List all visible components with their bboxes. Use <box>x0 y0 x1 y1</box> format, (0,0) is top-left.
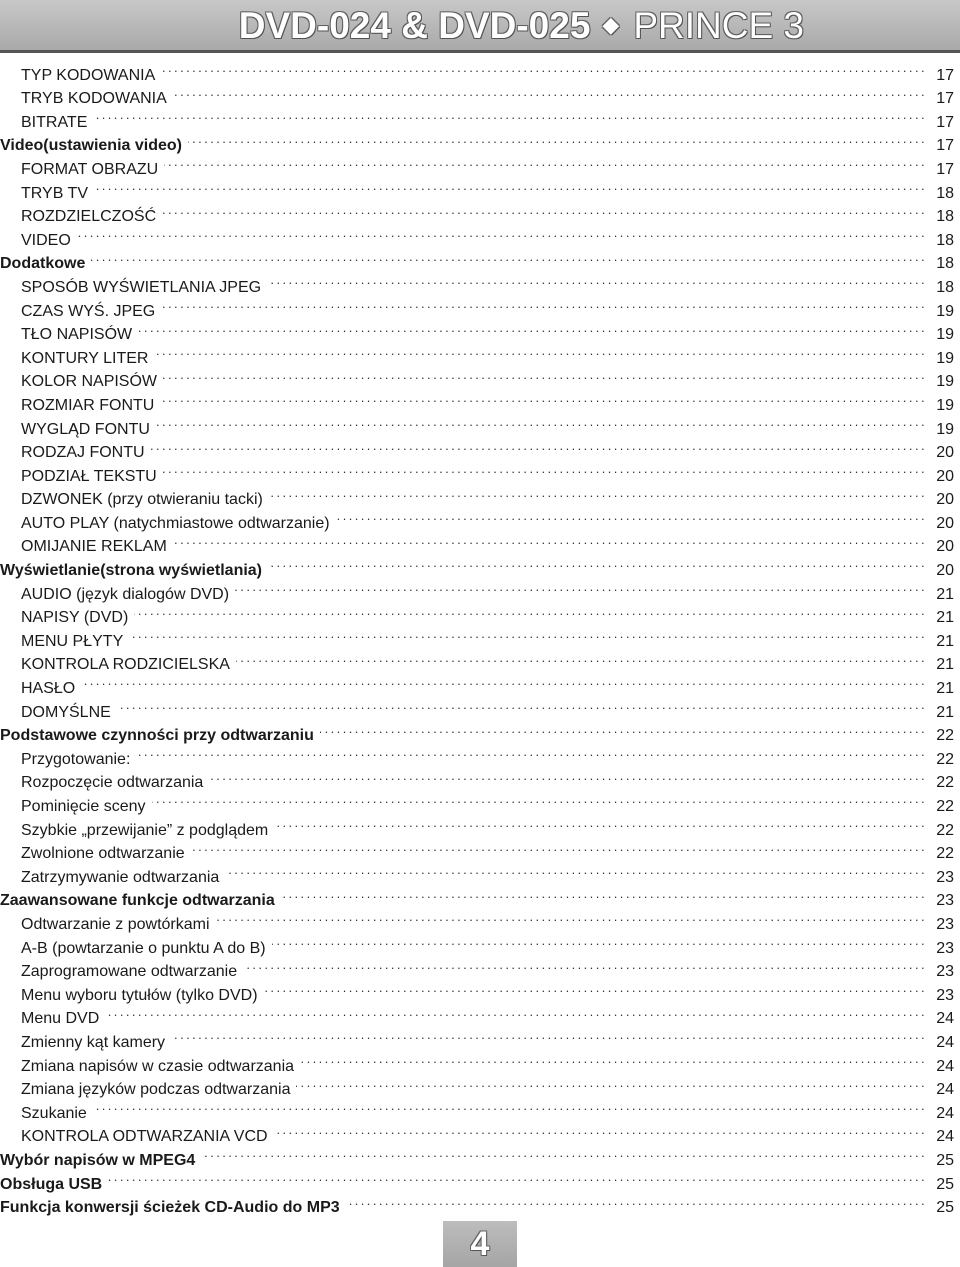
toc-entry-page: 18 <box>936 278 954 296</box>
toc-entry-label: KONTROLA ODTWARZANIA VCD <box>21 1128 268 1146</box>
toc-entry-page: 20 <box>936 467 954 485</box>
toc-entry-page: 21 <box>936 609 954 627</box>
header-divider <box>0 50 960 53</box>
dot-leader <box>272 929 924 953</box>
page-header <box>0 0 960 50</box>
toc-entry-label: Zatrzymywanie odtwarzania <box>21 868 220 886</box>
toc-entry-page: 19 <box>936 302 954 320</box>
toc-entry-page: 25 <box>936 1151 954 1169</box>
toc-entry-page: 20 <box>936 491 954 509</box>
toc-entry-row <box>0 599 954 627</box>
toc-entry-label: ROZDZIELCZOŚĆ <box>21 208 157 226</box>
table-of-contents <box>0 56 954 1217</box>
dot-leader <box>267 268 924 292</box>
dot-leader <box>243 953 924 977</box>
toc-entry-row <box>0 740 954 768</box>
toc-entry-page: 23 <box>936 868 954 886</box>
toc-entry-row <box>0 56 954 84</box>
dot-leader <box>268 551 924 575</box>
toc-entry-page: 19 <box>936 373 954 391</box>
toc-entry-page: 17 <box>936 66 954 84</box>
toc-entry-label: KONTURY LITER <box>21 349 149 367</box>
toc-entry-label: WYGLĄD FONTU <box>21 420 150 438</box>
toc-entry-page: 18 <box>936 184 954 202</box>
toc-entry-page: 25 <box>936 1175 954 1193</box>
toc-entry-label: TYP KODOWANIA <box>21 66 156 84</box>
dot-leader <box>274 1118 924 1142</box>
toc-entry-label: Rozpoczęcie odtwarzania <box>21 774 204 792</box>
toc-entry-page: 24 <box>936 1104 954 1122</box>
dot-leader <box>235 575 924 599</box>
dot-leader <box>296 1071 924 1095</box>
toc-entry-label: Menu wyboru tytułów (tylko DVD) <box>21 986 258 1004</box>
toc-entry-label: Obsługa USB <box>0 1175 103 1193</box>
toc-entry-row <box>0 1094 954 1122</box>
toc-section-row <box>0 127 954 155</box>
toc-entry-page: 17 <box>936 90 954 108</box>
toc-entry-label: MENU PŁYTY <box>21 632 124 650</box>
toc-entry-row <box>0 693 954 721</box>
toc-entry-page: 22 <box>936 727 954 745</box>
toc-entry-label: AUTO PLAY (natychmiastowe odtwarzanie) <box>21 514 330 532</box>
toc-entry-row <box>0 316 954 344</box>
toc-entry-page: 22 <box>936 798 954 815</box>
toc-entry-page: 22 <box>936 821 954 839</box>
toc-entry-page: 17 <box>936 160 954 178</box>
toc-entry-label: Szybkie „przewijanie” z podglądem <box>21 821 269 839</box>
toc-entry-label: A-B (powtarzanie o punktu A do B) <box>21 939 266 957</box>
header-title-product: PRINCE 3 <box>633 5 804 46</box>
toc-entry-label: TRYB TV <box>21 184 88 202</box>
toc-entry-label: Video(ustawienia video) <box>0 137 182 155</box>
toc-entry-label: KONTROLA RODZICIELSKA <box>21 656 230 674</box>
dot-leader <box>274 811 924 835</box>
toc-entry-page: 19 <box>936 349 954 367</box>
toc-entry-label: Odtwarzanie z powtórkami <box>21 915 210 933</box>
dot-leader <box>171 1023 924 1047</box>
toc-section-row <box>0 245 954 273</box>
dot-leader <box>300 1047 924 1071</box>
dot-leader <box>320 717 924 741</box>
toc-entry-label: ROZMIAR FONTU <box>21 396 155 414</box>
toc-entry-page: 19 <box>936 396 954 414</box>
dot-leader <box>191 835 924 859</box>
toc-entry-label: FORMAT OBRAZU <box>21 160 159 178</box>
toc-entry-label: SPOSÓB WYŚWIETLANIA JPEG <box>21 278 262 296</box>
toc-entry-label: Funkcja konwersji ścieżek CD-Audio do MP3 <box>0 1199 340 1217</box>
toc-entry-row <box>0 622 954 650</box>
toc-entry-page: 23 <box>936 892 954 910</box>
page-number: 4 <box>470 1225 490 1263</box>
toc-entry-page: 20 <box>936 444 954 462</box>
toc-entry-row <box>0 174 954 202</box>
dot-leader <box>93 1094 924 1118</box>
toc-entry-label: Zmienny kąt kamery <box>21 1033 166 1051</box>
toc-entry-label: DOMYŚLNE <box>21 703 111 721</box>
dot-leader <box>173 80 924 104</box>
toc-entry-row <box>0 1118 954 1146</box>
toc-entry-label: Zwolnione odtwarzanie <box>21 845 185 863</box>
toc-entry-label: PODZIAŁ TEKSTU <box>21 467 157 485</box>
toc-entry-label: TŁO NAPISÓW <box>21 326 133 344</box>
toc-entry-label: Pominięcie sceny <box>21 798 146 815</box>
toc-entry-label: TRYB KODOWANIA <box>21 90 167 108</box>
toc-entry-page: 18 <box>936 255 954 273</box>
dot-leader <box>161 56 924 80</box>
toc-entry-row <box>0 339 954 367</box>
dot-leader <box>93 103 924 127</box>
toc-entry-page: 23 <box>936 986 954 1004</box>
toc-entry-label: VIDEO <box>21 231 71 249</box>
dot-leader <box>136 740 924 764</box>
toc-entry-label: Zaawansowane funkcje odtwarzania <box>0 892 275 910</box>
toc-entry-label: OMIJANIE REKLAM <box>21 538 167 556</box>
toc-entry-label: HASŁO <box>21 680 76 698</box>
dot-leader <box>236 646 924 670</box>
toc-entry-label: NAPISY (DVD) <box>21 609 129 627</box>
toc-entry-page: 17 <box>936 137 954 155</box>
toc-entry-page: 23 <box>936 939 954 957</box>
toc-entry-page: 19 <box>936 420 954 438</box>
toc-entry-row <box>0 1000 954 1028</box>
toc-entry-page: 21 <box>936 585 954 603</box>
toc-entry-label: DZWONEK (przy otwieraniu tacki) <box>21 491 263 509</box>
toc-entry-page: 20 <box>936 538 954 556</box>
dot-leader <box>134 599 924 623</box>
dot-leader <box>105 1000 924 1024</box>
toc-entry-label: Przygotowanie: <box>21 750 131 768</box>
toc-entry-label: AUDIO (język dialogów DVD) <box>21 585 230 603</box>
toc-entry-row <box>0 669 954 698</box>
dot-leader <box>225 858 924 882</box>
toc-entry-page: 17 <box>936 113 954 131</box>
dot-leader <box>163 457 924 481</box>
page-footer <box>443 1221 517 1267</box>
header-title-model: DVD-024 & DVD-025 <box>238 5 591 46</box>
toc-entry-page: 21 <box>936 632 954 650</box>
toc-entry-row <box>0 646 954 674</box>
dot-leader <box>156 410 924 434</box>
toc-entry-page: 21 <box>936 656 954 674</box>
dot-leader <box>201 1141 924 1165</box>
toc-entry-label: Szukanie <box>21 1104 87 1122</box>
toc-entry-row <box>0 268 954 296</box>
toc-entry-page: 22 <box>936 774 954 792</box>
toc-entry-row <box>0 1023 954 1051</box>
dot-leader <box>336 504 924 528</box>
toc-entry-page: 21 <box>936 680 954 698</box>
dot-leader <box>173 528 924 552</box>
dot-leader <box>151 434 924 458</box>
toc-section-row <box>0 1165 954 1193</box>
toc-entry-page: 20 <box>936 514 954 532</box>
dot-leader <box>94 174 924 198</box>
toc-entry-page: 24 <box>936 1033 954 1051</box>
dot-leader <box>162 198 924 222</box>
toc-entry-page: 23 <box>936 963 954 981</box>
dot-leader <box>81 669 924 693</box>
toc-entry-row <box>0 221 954 249</box>
dot-leader <box>154 339 924 363</box>
toc-entry-page: 24 <box>936 1081 954 1099</box>
dot-leader <box>163 363 924 387</box>
toc-entry-label: Podstawowe czynności przy odtwarzaniu <box>0 727 314 745</box>
toc-entry-page: 18 <box>936 231 954 249</box>
dot-leader <box>188 127 924 151</box>
toc-entry-label: Menu DVD <box>21 1010 100 1028</box>
toc-entry-page: 24 <box>936 1128 954 1146</box>
toc-entry-row <box>0 103 954 131</box>
toc-entry-page: 20 <box>936 562 954 580</box>
toc-entry-page: 18 <box>936 208 954 226</box>
toc-entry-label: KOLOR NAPISÓW <box>21 373 158 391</box>
diamond-icon: ◆ <box>602 12 620 37</box>
toc-entry-label: Dodatkowe <box>0 255 86 273</box>
toc-entry-page: 24 <box>936 1010 954 1028</box>
toc-entry-page: 19 <box>936 326 954 344</box>
toc-entry-label: Wyświetlanie(strona wyświetlania) <box>0 562 263 580</box>
dot-leader <box>264 976 924 1000</box>
dot-leader <box>77 221 924 245</box>
dot-leader <box>117 693 924 717</box>
dot-leader <box>346 1189 924 1213</box>
toc-entry-label: RODZAJ FONTU <box>21 444 145 462</box>
toc-entry-row <box>0 198 954 226</box>
dot-leader <box>269 481 924 505</box>
dot-leader <box>164 150 924 174</box>
toc-section-row <box>0 717 954 745</box>
toc-section-row <box>0 1189 954 1217</box>
toc-entry-page: 25 <box>936 1199 954 1217</box>
toc-entry-page: 23 <box>936 915 954 933</box>
dot-leader <box>129 622 924 646</box>
dot-leader <box>209 764 924 788</box>
dot-leader <box>91 245 924 269</box>
toc-entry-label: Wybór napisów w MPEG4 <box>0 1151 196 1169</box>
toc-entry-label: BITRATE <box>21 113 88 131</box>
dot-leader <box>161 292 924 316</box>
dot-leader <box>160 386 924 410</box>
toc-entry-page: 24 <box>936 1057 954 1075</box>
toc-entry-label: CZAS WYŚ. JPEG <box>21 302 156 320</box>
header-title <box>239 4 804 48</box>
toc-entry-page: 22 <box>936 845 954 863</box>
toc-entry-label: Zmiana napisów w czasie odtwarzania <box>21 1057 295 1075</box>
dot-leader <box>152 787 925 811</box>
dot-leader <box>216 905 924 929</box>
toc-entry-page: 21 <box>936 703 954 721</box>
toc-entry-row <box>0 764 954 792</box>
dot-leader <box>138 316 924 340</box>
dot-leader <box>108 1165 924 1189</box>
dot-leader <box>281 882 924 906</box>
toc-entry-label: Zmiana języków podczas odtwarzania <box>21 1081 291 1099</box>
toc-entry-page: 22 <box>936 750 954 768</box>
toc-entry-label: Zaprogramowane odtwarzanie <box>21 963 238 981</box>
